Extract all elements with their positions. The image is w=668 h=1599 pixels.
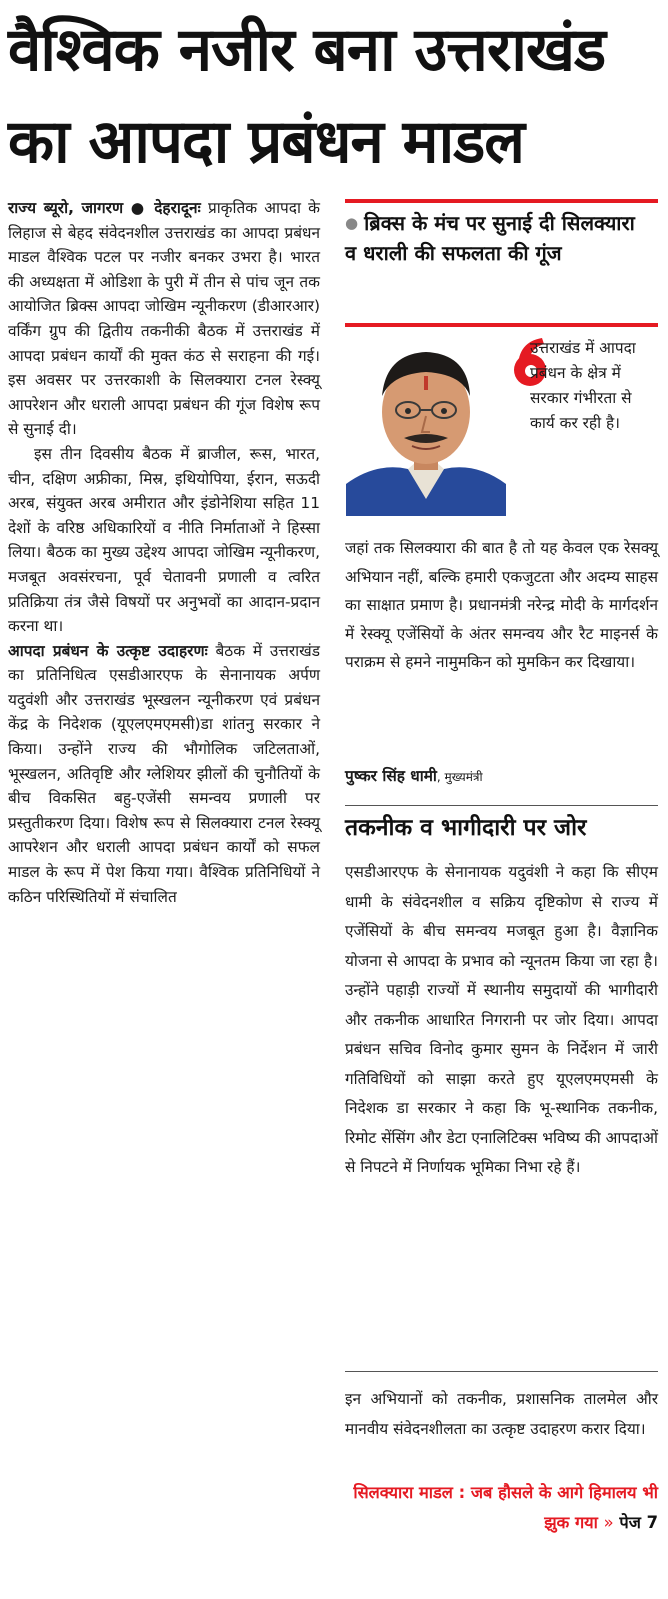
refer-page: पेज 7 <box>619 1513 658 1532</box>
page-reference <box>345 1478 658 1538</box>
right-body-2: इन अभियानों को तकनीक, प्रशासनिक तालमेल और मानवीय संवेदनशीलता का उत्कृष्ट उदाहरण करार दिया। <box>345 1390 658 1438</box>
inline-subhead: आपदा प्रबंधन के उत्कृष्ट उदाहरणः <box>8 641 208 660</box>
kicker <box>345 208 650 268</box>
headline-line-1: वैश्विक नजीर बना उत्तराखंड <box>8 15 606 85</box>
kicker-text: ब्रिक्स के मंच पर सुनाई दी सिलक्यारा व धराली की सफलता की गूंज <box>345 211 635 265</box>
article-para-3 <box>8 639 320 910</box>
refer-text: सिलक्यारा माडल : जब हौसले के आगे हिमालय भी झुक गया <box>353 1483 658 1532</box>
headline-line-2: का आपदा प्रबंधन माडल <box>8 107 524 177</box>
signatory-role: , मुख्यमंत्री <box>436 770 483 784</box>
bottom-divider <box>345 1371 658 1372</box>
section-title: तकनीक व भागीदारी पर जोर <box>345 815 587 841</box>
right-body-1: एसडीआरएफ के सेनानायक यदुवंशी ने कहा कि सीएम धामी के संवेदनशील व सक्रिय दृष्टिकोण से राज्य में एजेंसियों के बीच समन्वय मजबूत हुआ है। वैज्ञानिक योजना से आपदा के प्रभाव को न्यूनतम किया जा रहा है। उन्होंने पहाड़ी राज्यों में स्थानीय समुदायों की भागीदारी और तकनीक आधारित निगरानी पर जोर दिया। आपदा प्रबंधन सचिव विनोद कुमार सुमन के निर्देशन में जारी गतिविधियों को साझा करते हुए यूएलएमएमसी के निदेशक डा सरकार ने कहा कि भू-स्थानिक तकनीक, रिमोट सेंसिंग और डेटा एनालिटिक्स भविष्य की आपदाओं से निपटने में निर्णायक भूमिका निभा रहे हैं। <box>345 863 658 1176</box>
top-red-rule <box>345 199 658 203</box>
signatory <box>345 765 483 786</box>
headline <box>8 4 660 188</box>
mid-red-rule <box>345 323 658 327</box>
quote-body: जहां तक सिलक्यारा की बात है तो यह केवल एक रेसक्यू अभियान नहीं, बल्कि हमारी एकजुटता और अदम्य साहस का साक्षात प्रमाण है। प्रधानमंत्री नरेन्द्र मोदी के मार्गदर्शन में रेस्क्यू एजेंसियों के अंतर समन्वय और रैट माइनर्स के पराक्रम से हमने नामुमकिन को मुमकिन कर दिखाया। <box>345 539 658 672</box>
article-para-1 <box>8 196 320 442</box>
chief-minister-photo <box>346 334 506 516</box>
dateline: राज्य ब्यूरो, जागरण ● देहरादूनः <box>8 199 201 217</box>
article-para-2: इस तीन दिवसीय बैठक में ब्राजील, रूस, भारत, चीन, दक्षिण अफ्रीका, मिस्र, इथियोपिया, ईरान, सऊदी अरब, संयुक्त अरब अमीरात और इंडोनेशिया सहित 11 देशों के वरिष्ठ अधिकारियों व नीति निर्माताओं ने हिस्सा लिया। बैठक का मुख्य उद्देश्य आपदा जोखिम न्यूनीकरण, मजबूत अवसंरचना, पूर्व चेतावनी प्रणाली व त्वरित प्रतिक्रिया तंत्र जैसे विषयों पर अनुभवों का आदान-प्रदान करना था। <box>8 444 320 636</box>
para-3-text: बैठक में उत्तराखंड का प्रतिनिधित्व एसडीआरएफ के सेनानायक अर्पण यदुवंशी और उत्तराखंड भूस्खलन न्यूनीकरण एवं प्रबंधन केंद्र के निदेशक (यूएलएमएमसी)डा शांतनु सरकार ने किया। उन्होंने राज्य की भौगोलिक जटिलताओं, भूस्खलन, अतिवृष्टि और ग्लेशियर झीलों की चुनौतियों के बीच विकसित बहु-एजेंसी समन्वय प्रणाली पर प्रस्तुतीकरण दिया। विशेष रूप से सिलक्यारा टनल रेस्क्यू आपरेशन और धराली आपदा प्रबंधन कार्यों को सफल माडल के रूप में पेश किया गया। वैश्विक प्रतिनिधियों ने कठिन परिस्थितियों में संचालित <box>8 641 320 906</box>
signatory-name: पुष्कर सिंह धामी <box>345 767 437 785</box>
section-divider <box>345 805 658 806</box>
para-1-text: प्राकृतिक आपदा के लिहाज से बेहद संवेदनशील उत्तराखंड का आपदा प्रबंधन माडल वैश्विक पटल पर नजीर बनकर उभरा है। भारत की अध्यक्षता में ओडिशा के पुरी में तीन से पांच जून तक आयोजित ब्रिक्स आपदा जोखिम न्यूनीकरण (डीआरआर) वर्किंग ग्रुप की द्वितीय तकनीकी बैठक में उत्तराखंड में आपदा प्रबंधन कार्यों की मुक्त कंठ से सराहना की गई। इस अवसर पर उत्तरकाशी के सिलक्यारा टनल रेस्क्यू आपरेशन और धराली आपदा प्रबंधन की गूंज विशेष रूप से सुनाई दी। <box>8 199 320 439</box>
quote-lead: उत्तराखंड में आपदा प्रबंधन के क्षेत्र में सरकार गंभीरता से कार्य कर रही है। <box>530 339 636 432</box>
refer-arrow: » <box>603 1513 614 1532</box>
left-column <box>8 196 320 909</box>
bullet-icon: ● <box>345 214 359 232</box>
